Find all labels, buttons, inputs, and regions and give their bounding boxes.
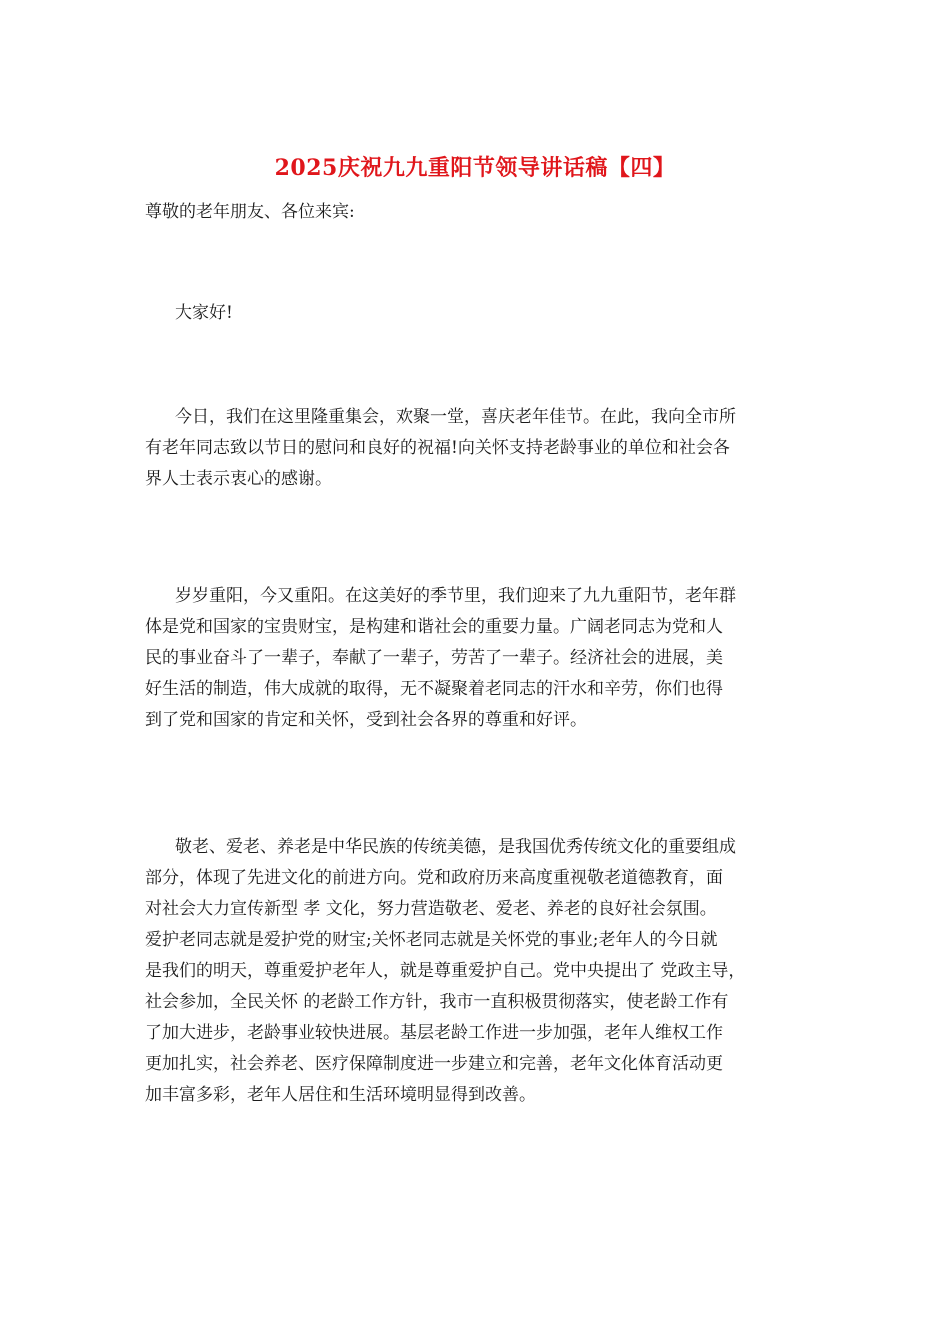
- paragraph-1: [145, 402, 817, 495]
- paragraph-line: 好生活的制造，伟大成就的取得，无不凝聚着老同志的汗水和辛劳，你们也得: [145, 679, 723, 699]
- document-title: 2025庆祝九九重阳节领导讲话稿【四】: [274, 155, 676, 181]
- paragraph-2: [145, 581, 817, 736]
- paragraph-line: 民的事业奋斗了一辈子，奉献了一辈子，劳苦了一辈子。经济社会的进展，美: [145, 648, 723, 668]
- paragraph-line: 对社会大力宣传新型 孝 文化，努力营造敬老、爱老、养老的良好社会氛围。: [145, 899, 717, 919]
- paragraph-line: 爱护老同志就是爱护党的财宝;关怀老同志就是关怀党的事业;老年人的今日就: [145, 930, 718, 950]
- paragraph-line: 更加扎实，社会养老、医疗保障制度进一步建立和完善，老年文化体育活动更: [145, 1054, 723, 1074]
- paragraph-line: 是我们的明天，尊重爱护老年人，就是尊重爱护自己。党中央提出了 党政主导，: [145, 961, 746, 981]
- paragraph-line: 敬老、爱老、养老是中华民族的传统美德，是我国优秀传统文化的重要组成: [175, 837, 736, 857]
- paragraph-line: 今日，我们在这里隆重集会，欢聚一堂，喜庆老年佳节。在此，我向全市所: [175, 407, 736, 427]
- greeting-text: 大家好!: [175, 303, 233, 323]
- paragraph-line: 社会参加，全民关怀 的老龄工作方针，我市一直积极贯彻落实，使老龄工作有: [145, 992, 729, 1012]
- paragraph-line: 体是党和国家的宝贵财宝，是构建和谐社会的重要力量。广阔老同志为党和人: [145, 617, 723, 637]
- paragraph-line: 界人士表示衷心的感谢。: [145, 469, 332, 489]
- paragraph-line: 岁岁重阳，今又重阳。在这美好的季节里，我们迎来了九九重阳节，老年群: [175, 586, 736, 606]
- salutation-text: 尊敬的老年朋友、各位来宾:: [145, 202, 355, 222]
- greeting: [145, 298, 817, 329]
- paragraph-line: 有老年同志致以节日的慰问和良好的祝福!向关怀支持老龄事业的单位和社会各: [145, 438, 730, 458]
- salutation: [145, 197, 817, 228]
- paragraph-line: 了加大进步，老龄事业较快进展。基层老龄工作进一步加强，老年人维权工作: [145, 1023, 723, 1043]
- paragraph-3: [145, 832, 817, 1111]
- paragraph-line: 加丰富多彩，老年人居住和生活环境明显得到改善。: [145, 1085, 536, 1105]
- paragraph-line: 部分，体现了先进文化的前进方向。党和政府历来高度重视敬老道德教育，面: [145, 868, 723, 888]
- paragraph-line: 到了党和国家的肯定和关怀，受到社会各界的尊重和好评。: [145, 710, 587, 730]
